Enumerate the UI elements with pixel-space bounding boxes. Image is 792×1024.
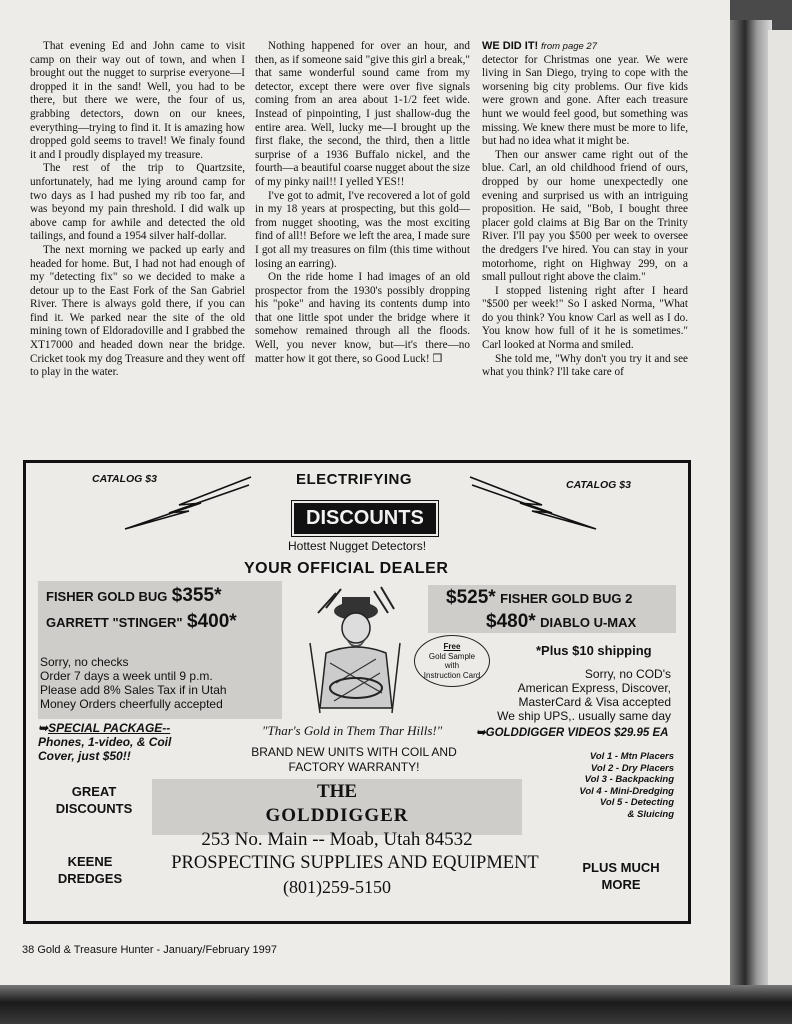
page-number: 38	[22, 944, 35, 956]
article-column-3	[482, 40, 688, 380]
right-terms	[456, 667, 671, 723]
left-terms	[40, 655, 280, 711]
videos-offer	[476, 725, 668, 739]
free-line: Instruction Card	[423, 670, 481, 680]
continued-article-heading: WE DID IT!	[482, 40, 539, 52]
paragraph: That evening Ed and John came to visit camp on their way out of town, and when I brought out the nugget to surprise everyone—I dropped it in the sand! Well, you had to be there, but there we were, the four of us, grabbing detectors, down on our knees, everything—trying to find it. It is amazing how dropped gold seems to travel! We finaly found it and I proudly displayed my treasure.	[30, 40, 245, 161]
hottest-detectors-tagline: Hottest Nugget Detectors!	[288, 539, 427, 553]
great-discounts	[44, 783, 144, 817]
terms-line: Sorry, no checks	[40, 655, 129, 669]
company-name: GOLDDIGGER	[265, 805, 409, 826]
lightning-bolt-right-icon	[466, 473, 601, 533]
volume-item: & Sluicing	[627, 808, 674, 820]
paragraph: She told me, "Why don't you try it and see what you think? I'll take care of	[482, 352, 688, 379]
videos-label: GOLDDIGGER VIDEOS $29.95 EA	[485, 727, 669, 739]
company-address: 253 No. Main -- Moab, Utah 84532	[201, 829, 473, 850]
terms-line: Order 7 days a week until 9 p.m.	[40, 669, 213, 683]
official-dealer-heading: YOUR OFFICIAL DEALER	[244, 560, 449, 577]
golddigger-advertisement	[23, 460, 691, 924]
product-name: DIABLO U-MAX	[540, 615, 637, 630]
special-package-title: SPECIAL PACKAGE--	[48, 721, 171, 735]
volume-item: Vol 2 - Dry Placers	[590, 762, 674, 774]
thars-gold-quote: "Thar's Gold in Them Thar Hills!"	[262, 723, 443, 738]
page-footer	[22, 944, 277, 956]
article-column-2	[255, 40, 470, 366]
product-name: FISHER GOLD BUG 2	[500, 591, 633, 606]
brand-new-units	[234, 745, 474, 775]
volume-item: Vol 4 - Mini-Dredging	[579, 785, 674, 797]
volume-item: Vol 5 - Detecting	[599, 797, 674, 809]
shipping-note: *Plus $10 shipping	[536, 643, 652, 658]
prospecting-supplies: PROSPECTING SUPPLIES AND EQUIPMENT	[171, 853, 539, 873]
discounts-banner: DISCOUNTS	[294, 503, 436, 534]
volume-item: Vol 3 - Backpacking	[584, 774, 674, 786]
terms-line: Money Orders cheerfully accepted	[40, 697, 223, 711]
terms-line: We ship UPS,. usually same day	[497, 709, 671, 723]
product-price: $400*	[187, 611, 237, 632]
product-diablo-u-max	[486, 611, 636, 633]
great-line: GREAT	[71, 784, 117, 799]
plus-much-more	[566, 859, 676, 893]
special-package	[38, 721, 171, 763]
product-price: $355*	[171, 585, 222, 606]
paragraph-text: detector for Christmas one year. We were living in San Diego, trying to cope with the worsening big city problems. Our five kids were grown and gone. After each treasure hunt we would feel good, but something was missing. We knew there must be more to life, but had no idea what it might be.	[482, 53, 688, 148]
terms-line: American Express, Discover,	[517, 681, 671, 695]
product-fisher-gold-bug	[46, 585, 221, 607]
great-line: DISCOUNTS	[55, 801, 133, 816]
article-column-1	[30, 40, 245, 380]
paragraph: The rest of the trip to Quartzsite, unfortunately, had me lying around camp for two days as I had pushed my rib too far, and was beyond my pain threshold. I did walk up above camp for awhile and detected the old tailings, and found a 1954 silver half-dollar.	[30, 162, 245, 243]
free-line: with	[444, 661, 460, 670]
product-fisher-gold-bug-2	[446, 587, 632, 609]
prospector-illustration	[296, 583, 416, 718]
brand-new-line: BRAND NEW UNITS WITH COIL AND	[251, 745, 457, 759]
free-label: Free	[443, 642, 461, 651]
special-line: Phones, 1-video, & Coil	[38, 735, 172, 749]
special-line: Cover, just $50!!	[38, 749, 131, 763]
arrow-icon: ➥	[476, 727, 486, 739]
catalog-price-right: CATALOG $3	[566, 479, 631, 491]
next-page-edge	[768, 30, 792, 990]
company-the: THE	[316, 781, 358, 802]
paragraph: The next morning we packed up early and headed for home. But, I had not had enough of my "detecting fix" so we decided to make a detour up to the East Fork of the San Gabriel River. There is always gold there, if you can find it. We parked near the site of the old mining town of Eldoradoville and I grabbed the XT17000 and headed down near the bridge. Cricket took my dog Treasure and they went off to play in the water.	[30, 243, 245, 379]
volume-item: Vol 1 - Mtn Placers	[589, 751, 674, 762]
keene-line: DREDGES	[57, 871, 123, 886]
free-line: Gold Sample	[428, 651, 476, 661]
terms-line: Please add 8% Sales Tax if in Utah	[40, 683, 227, 697]
lightning-bolt-left-icon	[121, 473, 256, 533]
publication-name: Gold & Treasure Hunter - January/February 1997	[37, 944, 277, 956]
paragraph: Nothing happened for over an hour, and then, as if someone said "give this girl a break," that same wonderful sound came from my detector, except there were over five signals coming from an area about 1-1/2 feet wide. Instead of pinpointing, I just shallow-dug the entire area. Well, lucky me—I brought up the first flake, the second, the third, then a little surprise of a 1936 Buffalo nickel, and the fourth—a beautiful coarse nugget about the size of my pinky nail!! I yelled YES!!	[255, 40, 470, 188]
video-volume-list	[526, 751, 674, 821]
keene-line: KEENE	[67, 854, 113, 869]
paragraph: On the ride home I had images of an old prospector from the 1930's possibly dropping his "poke" and having its contents dump into that one little spot under the bridge where it somehow remained through all the floods. Well, you never know, but—it's there—no matter how it got there, so Good Luck! ❒	[255, 271, 470, 365]
scan-bottom-shadow	[0, 985, 792, 1024]
terms-line: Sorry, no COD's	[584, 667, 671, 681]
paragraph: Then our answer came right out of the blue. Carl, an old childhood friend of ours, dropped by our home unexpectedly one evening and surprised us with an intriguing proposition. He said, "Bob, I bought three placer gold claims at Big Bar on the Trinity River. I'll pay you $500 per week to oversee the dredgers I've hired. You can stay in your motorhome, right on Highway 299, on a small pullout right above the claim."	[482, 148, 688, 284]
paragraph: I've got to admit, I've recovered a lot of gold in my 18 years at prospecting, but this gold—from nugget shooting, was the most exciting find of all!! Before we left the area, I made sure I got all my treasures on film (this time without losing an earring).	[255, 189, 470, 270]
brand-new-line: FACTORY WARRANTY!	[288, 760, 420, 774]
catalog-price-left: CATALOG $3	[92, 473, 157, 485]
continued-from-label: from page 27	[541, 41, 597, 52]
product-garrett-stinger	[46, 611, 237, 633]
electrifying-headline: ELECTRIFYING	[296, 471, 413, 488]
company-phone: (801)259-5150	[283, 877, 391, 897]
plus-line: MORE	[601, 877, 641, 892]
terms-line: MasterCard & Visa accepted	[518, 695, 671, 709]
product-name: GARRETT "STINGER"	[46, 615, 183, 630]
plus-line: PLUS MUCH	[582, 860, 660, 875]
product-price: $480*	[486, 611, 536, 632]
product-price: $525*	[446, 587, 496, 608]
product-name: FISHER GOLD BUG	[46, 589, 168, 604]
paragraph: I stopped listening right after I heard "$500 per week!" So I asked Norma, "What do you think? You know Carl as well as I do. You know how full of it he is sometimes." Carl looked at Norma and smiled.	[482, 284, 688, 352]
continuation-paragraph	[482, 40, 688, 149]
keene-dredges	[40, 853, 140, 887]
arrow-icon: ➥	[38, 721, 49, 735]
